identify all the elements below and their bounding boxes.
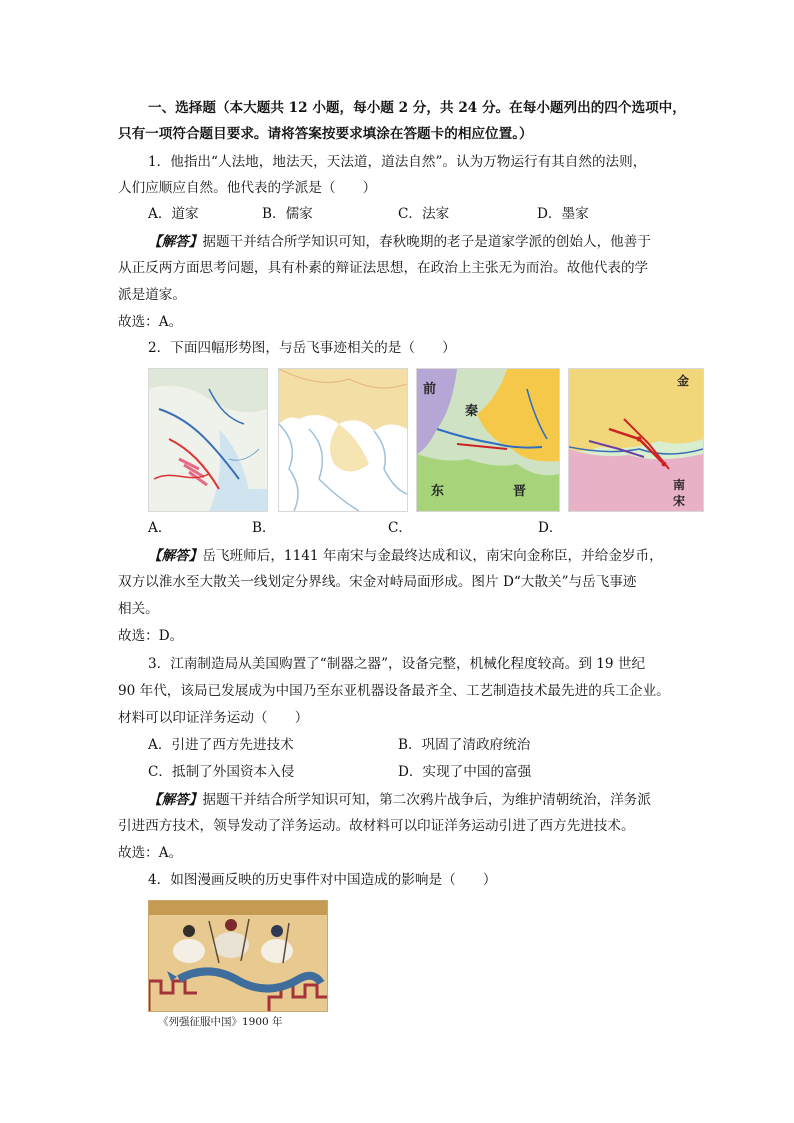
- q2-option-a: A．: [148, 520, 172, 536]
- q1-option-b: B．儒家: [262, 206, 313, 222]
- q3-analysis-line1: [148, 790, 651, 810]
- q2-analysis-line2: 双方以淮水至大散关一线划定分界线。宋金对峙局面形成。图片 D“大散关”与岳飞事迹: [118, 574, 637, 590]
- q3-option-c: C．抵制了外国资本入侵: [148, 764, 295, 780]
- q1-analysis-line3: 派是道家。: [118, 287, 186, 303]
- q3-answer: 故选：A。: [118, 845, 183, 861]
- map-c-label-dong: 东: [431, 483, 445, 498]
- q2-stem: 2．下面四幅形势图，与岳飞事迹相关的是（ ）: [148, 340, 456, 356]
- q3-analysis-text: 据题干并结合所学知识可知，第二次鸦片战争后，为维护清朝统治，洋务派: [202, 792, 651, 808]
- q2-option-d: D．: [538, 520, 563, 536]
- q3-analysis-line2: 引进西方技术，领导发动了洋务运动。故材料可以印证洋务运动引进了西方先进技术。: [118, 818, 635, 834]
- q3-option-a: A．引进了西方先进技术: [148, 737, 294, 753]
- q1-analysis-line1: [148, 232, 651, 252]
- q1-stem-line1: 1．他指出“人法地，地法天，天法道，道法自然”。认为万物运行有其自然的法则，: [148, 154, 647, 170]
- cartoon-caption: 《列强征服中国》1900 年: [158, 1016, 283, 1028]
- q4-stem: 4．如图漫画反映的历史事件对中国造成的影响是（ ）: [148, 872, 497, 888]
- q2-analysis-line3: 相关。: [118, 601, 159, 617]
- q1-analysis-text: 据题干并结合所学知识可知，春秋晚期的老子是道家学派的创始人，他善于: [202, 234, 651, 250]
- q2-analysis-text: 岳飞班师后，1141 年南宋与金最终达成和议，南宋向金称臣，并给金岁币，: [202, 548, 663, 564]
- analysis-tag: 【解答】: [148, 234, 203, 250]
- q3-stem-line2: 90 年代，该局已发展成为中国乃至东亚机器设备最齐全、工艺制造技术最先进的兵工企业。: [118, 683, 670, 699]
- q2-analysis-line1: [148, 546, 663, 566]
- map-c-image: [416, 368, 560, 512]
- q2-option-b: B．: [252, 520, 276, 536]
- section-title-line2: 只有一项符合题目要求。请将答案按要求填涂在答题卡的相应位置。）: [118, 126, 533, 142]
- q1-option-c: C．法家: [398, 206, 450, 222]
- q2-map-row: [148, 368, 702, 510]
- q1-stem-line2: 人们应顺应自然。他代表的学派是（ ）: [118, 180, 377, 196]
- q2-option-c: C．: [388, 520, 412, 536]
- analysis-tag: 【解答】: [148, 792, 203, 808]
- map-d-image: [568, 368, 704, 512]
- map-b-image: [278, 368, 408, 512]
- q1-answer: 故选：A。: [118, 314, 183, 330]
- q3-option-d: D．实现了中国的富强: [398, 764, 532, 780]
- q1-option-d: D．墨家: [537, 206, 589, 222]
- q3-option-b: B．巩固了清政府统治: [398, 737, 531, 753]
- map-a-image: [148, 368, 268, 512]
- section-title-line1: 一、选择题（本大题共 12 小题，每小题 2 分，共 24 分。在每小题列出的四个选项中，: [148, 100, 686, 116]
- map-d-label-song: 宋: [673, 494, 686, 508]
- analysis-tag: 【解答】: [148, 548, 203, 564]
- map-d-label-jin: 金: [677, 374, 690, 388]
- map-c-label-qin: 秦: [465, 403, 479, 418]
- q1-analysis-line2: 从正反两方面思考问题，具有朴素的辩证法思想，在政治上主张无为而治。故他代表的学: [118, 260, 649, 276]
- cartoon-image: [148, 900, 328, 1012]
- q3-stem-line1: 3．江南制造局从美国购置了“制器之器”，设备完整，机械化程度较高。到 19 世纪: [148, 656, 646, 672]
- q2-answer: 故选：D。: [118, 628, 184, 644]
- map-c-label-jin: 晋: [513, 483, 527, 498]
- q3-stem-line3: 材料可以印证洋务运动（ ）: [118, 710, 309, 726]
- map-c-label-qian: 前: [423, 381, 437, 396]
- map-d-label-nan: 南: [673, 478, 686, 492]
- q1-option-a: A．道家: [148, 206, 199, 222]
